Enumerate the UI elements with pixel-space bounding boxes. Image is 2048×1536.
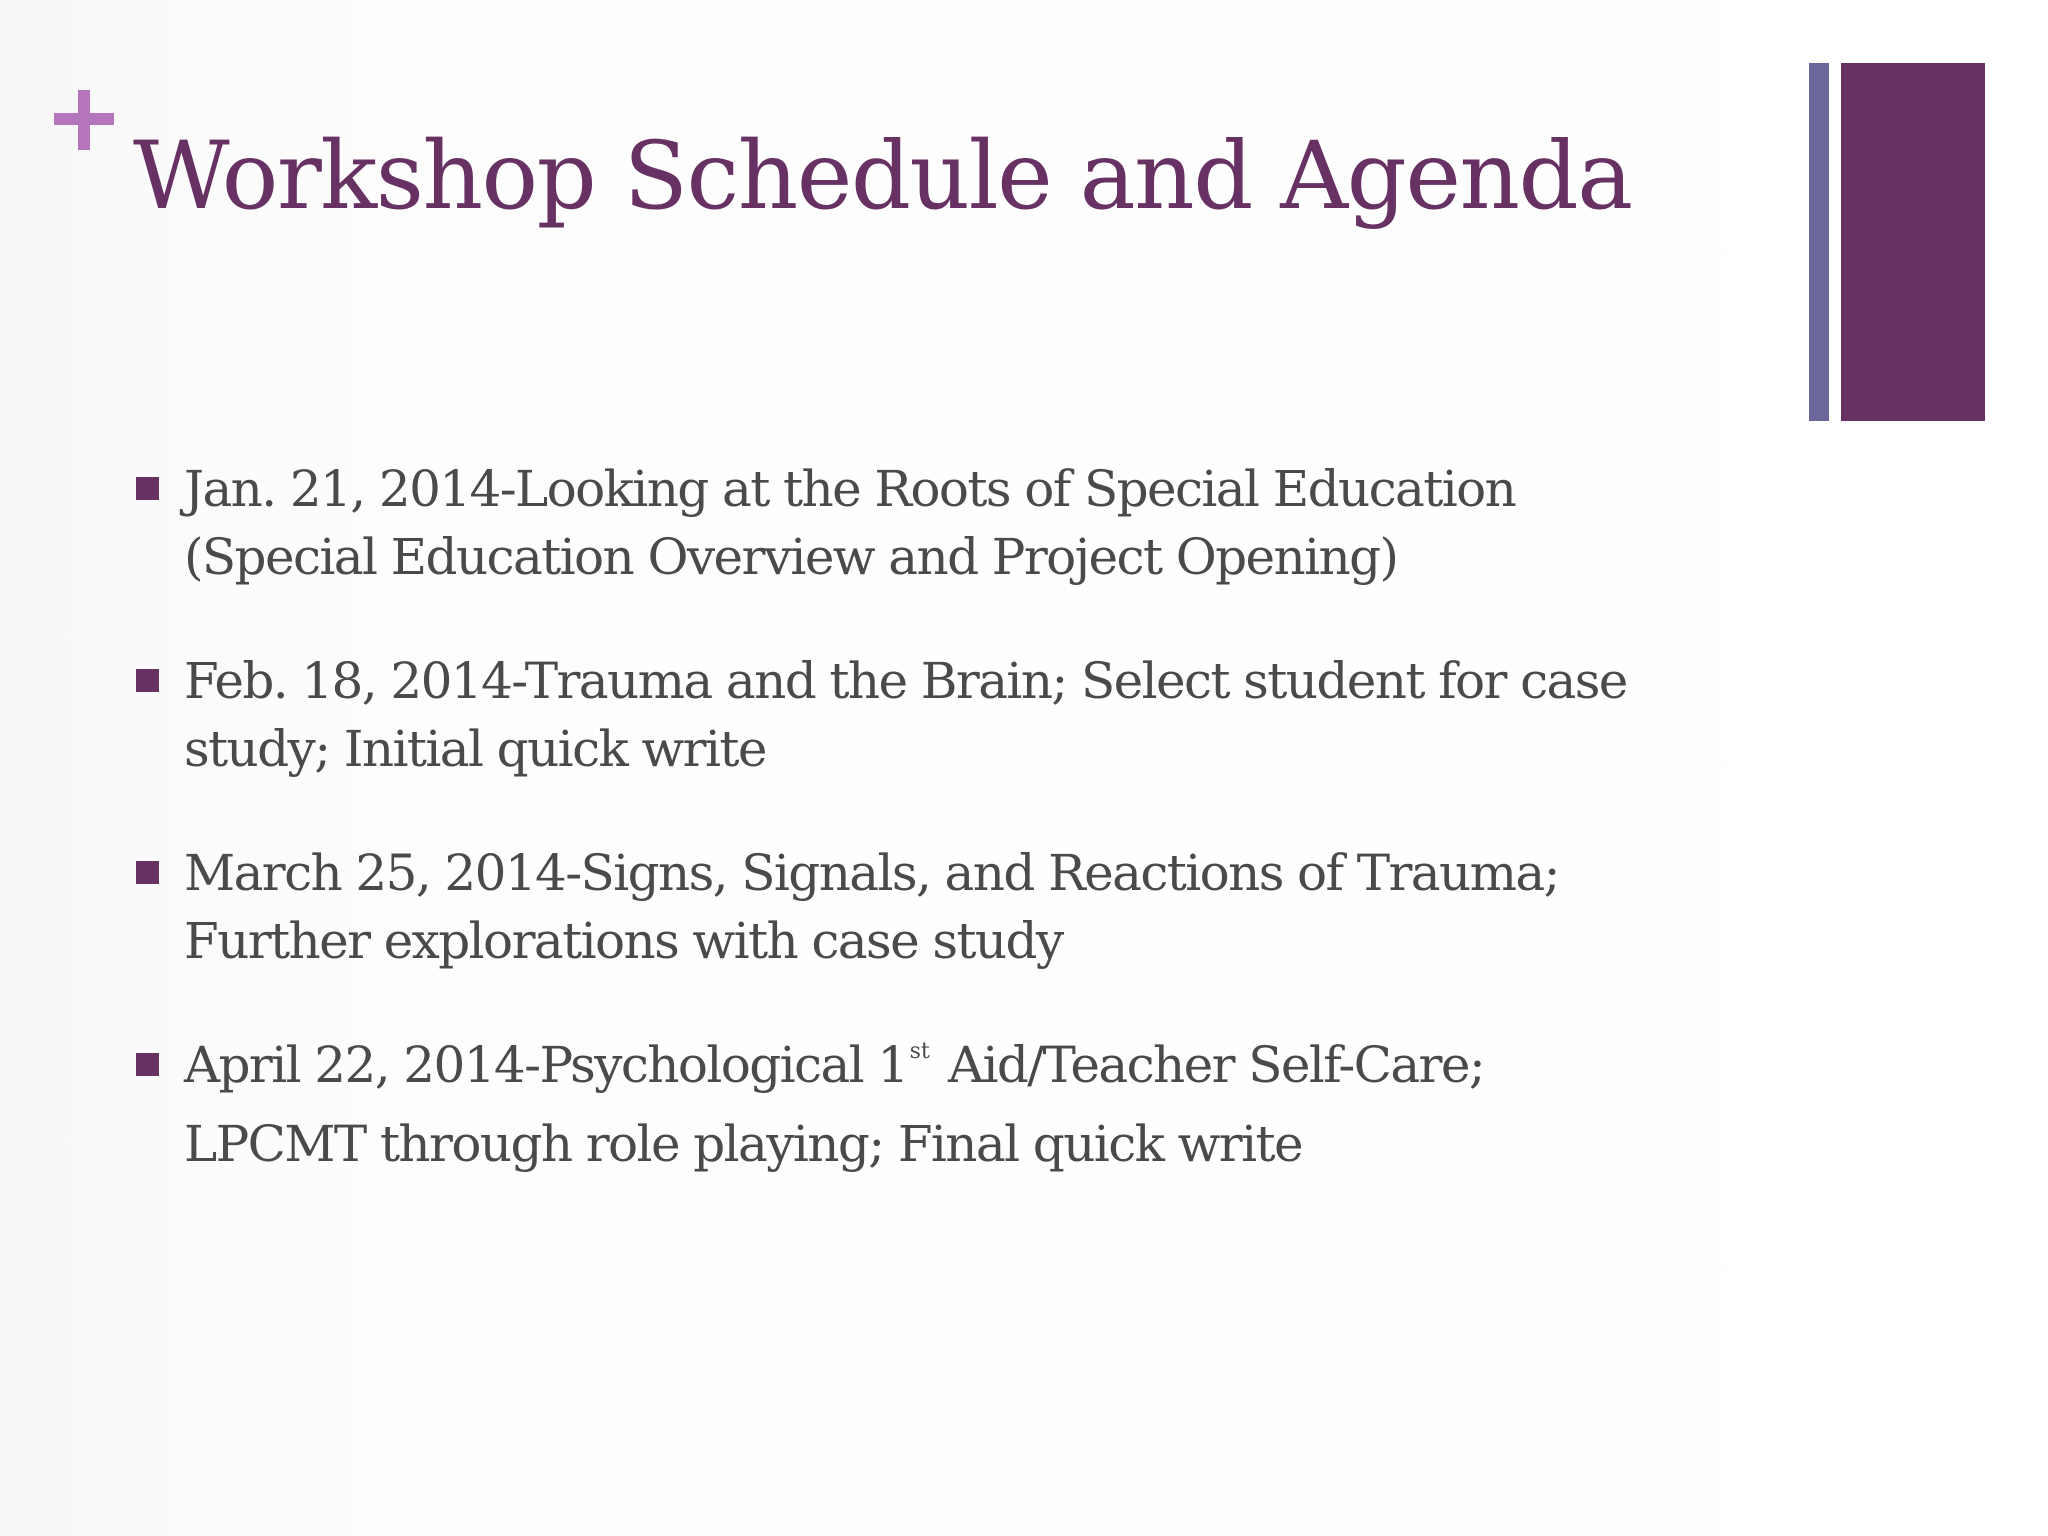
square-bullet-icon — [136, 861, 159, 884]
agenda-item-line: Jan. 21, 2014-Looking at the Roots of Special Education — [184, 460, 1516, 518]
slide-title: Workshop Schedule and Agenda — [133, 122, 1632, 231]
ordinal-superscript: st — [909, 1039, 930, 1064]
agenda-item-text: Aid/Teacher Self-Care; — [933, 1036, 1485, 1094]
agenda-item-line: study; Initial quick write — [184, 720, 766, 778]
agenda-item-feb — [136, 647, 1736, 783]
square-bullet-icon — [136, 1053, 159, 1076]
plus-icon-vertical — [78, 90, 90, 150]
agenda-item-line: (Special Education Overview and Project Opening) — [184, 528, 1398, 586]
agenda-item-line: March 25, 2014-Signs, Signals, and Reactions of Trauma; — [184, 844, 1559, 902]
accent-bar-thick — [1841, 63, 1985, 421]
agenda-item-april — [136, 1031, 1736, 1178]
agenda-item-march — [136, 839, 1736, 975]
square-bullet-icon — [136, 477, 159, 500]
agenda-list — [136, 455, 1736, 1234]
agenda-item-line: Feb. 18, 2014-Trauma and the Brain; Select student for case — [184, 652, 1627, 710]
agenda-item-line: Further explorations with case study — [184, 912, 1063, 970]
agenda-item-line: LPCMT through role playing; Final quick write — [184, 1115, 1302, 1173]
agenda-item-line — [184, 1031, 1736, 1110]
accent-bar-thin — [1809, 63, 1829, 421]
agenda-item-text: April 22, 2014-Psychological 1 — [184, 1036, 908, 1094]
square-bullet-icon — [136, 669, 159, 692]
plus-icon — [54, 90, 114, 150]
agenda-item-jan — [136, 455, 1736, 591]
